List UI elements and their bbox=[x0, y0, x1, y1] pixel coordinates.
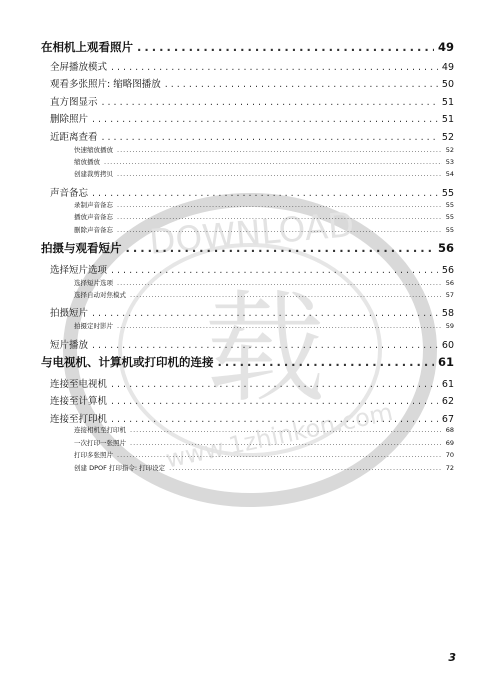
toc-leader bbox=[169, 464, 442, 472]
toc-entry-printer[interactable] bbox=[50, 411, 454, 425]
toc-page: 56 bbox=[441, 265, 454, 276]
toc-leader bbox=[92, 188, 438, 199]
toc-leader bbox=[111, 379, 438, 390]
toc-section-movies[interactable] bbox=[41, 240, 454, 256]
toc-leader bbox=[137, 40, 434, 54]
toc-subentry-delete-memo[interactable] bbox=[74, 225, 454, 234]
toc-title: 全屏播放模式 bbox=[50, 62, 108, 73]
toc-entry-thumbnail[interactable] bbox=[50, 76, 454, 90]
toc-page: 68 bbox=[445, 426, 454, 434]
toc-subentry-zoom[interactable] bbox=[74, 157, 454, 166]
toc-title: 拍摄定时影片 bbox=[74, 322, 113, 330]
toc-page: 69 bbox=[445, 439, 454, 447]
toc-leader bbox=[117, 451, 442, 459]
toc-page: 60 bbox=[441, 340, 454, 351]
toc-entry-fullscreen[interactable] bbox=[50, 59, 454, 73]
toc-entry-delete[interactable] bbox=[50, 111, 454, 125]
toc-title: 拍摄与观看短片 bbox=[41, 241, 122, 255]
toc-title: 创建裁剪拷贝 bbox=[74, 170, 113, 178]
toc-title: 声音备忘 bbox=[50, 188, 89, 199]
toc-leader bbox=[117, 279, 442, 287]
toc-page: 49 bbox=[441, 62, 454, 73]
toc-page: 61 bbox=[441, 379, 454, 390]
toc-page: 52 bbox=[445, 146, 454, 154]
toc-title: 播放声音备忘 bbox=[74, 213, 113, 221]
toc-leader bbox=[117, 201, 442, 209]
toc-title: 连接至打印机 bbox=[50, 414, 108, 425]
toc-section-connections[interactable] bbox=[41, 354, 454, 370]
toc-entry-closeup[interactable] bbox=[50, 129, 454, 143]
toc-title: 连接至电视机 bbox=[50, 379, 108, 390]
toc-subentry-dpof[interactable] bbox=[74, 463, 454, 472]
toc-leader bbox=[126, 241, 434, 255]
toc-entry-voice-memo[interactable] bbox=[50, 185, 454, 199]
toc-leader bbox=[117, 146, 442, 154]
page-number: 3 bbox=[448, 651, 456, 664]
toc-subentry-play-memo[interactable] bbox=[74, 212, 454, 221]
toc-leader bbox=[117, 213, 442, 221]
toc-subentry-record-memo[interactable] bbox=[74, 200, 454, 209]
toc-title: 删除照片 bbox=[50, 114, 89, 125]
toc-page: 56 bbox=[437, 241, 454, 255]
toc-title: 一次打印一张照片 bbox=[74, 439, 126, 447]
toc-page: 51 bbox=[441, 97, 454, 108]
toc-title: 连接相机至打印机 bbox=[74, 426, 126, 434]
toc-title: 选择短片选项 bbox=[50, 265, 108, 276]
toc-title: 缩放播放 bbox=[74, 158, 100, 166]
toc-title: 近距离查看 bbox=[50, 132, 98, 143]
watermark-text-top: DOWNLOAD bbox=[147, 204, 356, 263]
toc-title: 录制声音备忘 bbox=[74, 201, 113, 209]
toc-page: 55 bbox=[445, 213, 454, 221]
watermark-text-bottom: www.1zhinkon.com bbox=[163, 397, 396, 474]
toc-page: 61 bbox=[437, 355, 454, 369]
toc-leader bbox=[104, 158, 442, 166]
toc-title: 快速缩放播放 bbox=[74, 146, 113, 154]
toc-page: 49 bbox=[437, 40, 454, 54]
toc-page: 54 bbox=[445, 170, 454, 178]
toc-section-view-photos[interactable] bbox=[41, 39, 454, 55]
toc-title: 在相机上观看照片 bbox=[41, 40, 133, 54]
toc-leader bbox=[218, 355, 434, 369]
toc-page: 67 bbox=[441, 414, 454, 425]
toc-entry-tv[interactable] bbox=[50, 376, 454, 390]
toc-page: 55 bbox=[445, 226, 454, 234]
toc-leader bbox=[92, 340, 438, 351]
toc-subentry-quick-zoom[interactable] bbox=[74, 145, 454, 154]
toc-title: 连接至计算机 bbox=[50, 396, 108, 407]
toc-title: 选择短片选项 bbox=[74, 279, 113, 287]
toc-leader bbox=[117, 226, 442, 234]
watermark-glyph: 载 bbox=[205, 280, 325, 419]
toc-leader bbox=[111, 265, 438, 276]
toc-page: 52 bbox=[441, 132, 454, 143]
toc-subentry-connect-printer[interactable] bbox=[74, 425, 454, 434]
toc-page: 58 bbox=[441, 308, 454, 319]
toc-entry-movie-playback[interactable] bbox=[50, 337, 454, 351]
toc-leader bbox=[130, 439, 442, 447]
toc-leader bbox=[111, 414, 438, 425]
toc-subentry-time-lapse[interactable] bbox=[74, 321, 454, 330]
toc-leader bbox=[165, 79, 438, 90]
toc-page: 62 bbox=[441, 396, 454, 407]
toc-subentry-movie-options[interactable] bbox=[74, 278, 454, 287]
toc-entry-histogram[interactable] bbox=[50, 94, 454, 108]
toc-page: 55 bbox=[445, 201, 454, 209]
toc-leader bbox=[130, 426, 442, 434]
toc-leader bbox=[111, 396, 438, 407]
toc-leader bbox=[117, 170, 442, 178]
toc-page: 72 bbox=[445, 464, 454, 472]
toc-page: 57 bbox=[445, 291, 454, 299]
toc-subentry-crop[interactable] bbox=[74, 169, 454, 178]
toc-page: 53 bbox=[445, 158, 454, 166]
toc-title: 与电视机、计算机或打印机的连接 bbox=[41, 355, 214, 369]
toc-leader bbox=[92, 308, 438, 319]
toc-title: 打印多张照片 bbox=[74, 451, 113, 459]
toc-entry-computer[interactable] bbox=[50, 393, 454, 407]
toc-title: 创建 DPOF 打印指令: 打印设定 bbox=[74, 464, 166, 472]
toc-page: 70 bbox=[445, 451, 454, 459]
toc-entry-movie-options[interactable] bbox=[50, 262, 454, 276]
toc-leader bbox=[130, 291, 442, 299]
toc-entry-record-movie[interactable] bbox=[50, 305, 454, 319]
toc-leader bbox=[102, 97, 438, 108]
toc-leader bbox=[111, 62, 438, 73]
toc-leader bbox=[117, 322, 442, 330]
toc-page: 56 bbox=[445, 279, 454, 287]
toc-title: 观看多张照片: 缩略图播放 bbox=[50, 79, 161, 90]
toc-title: 直方图显示 bbox=[50, 97, 98, 108]
toc-title: 拍摄短片 bbox=[50, 308, 89, 319]
toc-page: 51 bbox=[441, 114, 454, 125]
toc-page: 59 bbox=[445, 322, 454, 330]
toc-page: 55 bbox=[441, 188, 454, 199]
toc-subentry-af-mode[interactable] bbox=[74, 290, 454, 299]
toc-page: 50 bbox=[441, 79, 454, 90]
toc-subentry-print-multiple[interactable] bbox=[74, 450, 454, 459]
toc-subentry-print-one[interactable] bbox=[74, 438, 454, 447]
toc-title: 选择自动对焦模式 bbox=[74, 291, 126, 299]
toc-title: 短片播放 bbox=[50, 340, 89, 351]
toc-leader bbox=[92, 114, 438, 125]
toc-leader bbox=[102, 132, 438, 143]
toc-title: 删除声音备忘 bbox=[74, 226, 113, 234]
